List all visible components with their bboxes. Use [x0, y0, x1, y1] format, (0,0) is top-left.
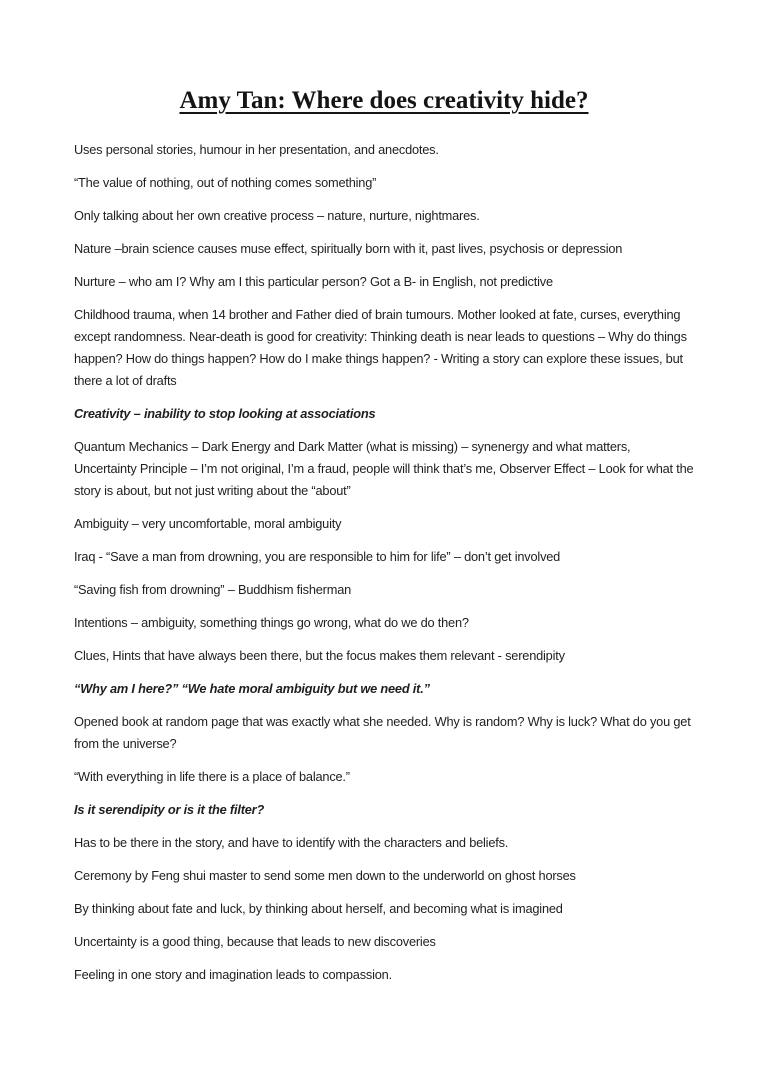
page-title: [0, 0, 768, 116]
note-paragraph: Childhood trauma, when 14 brother and Father died of brain tumours. Mother looked at fate, curses, everything except randomness. Near-death is good for creativity: Thinking death is near leads to questions – Why do things happen? How do things happen? How do I make things happen? - Writing a story can explore these issues, but there a lot of drafts: [74, 307, 687, 388]
note-paragraph: “With everything in life there is a place of balance.”: [74, 769, 350, 784]
note-paragraph: Intentions – ambiguity, something things go wrong, what do we do then?: [74, 615, 469, 630]
notes-body: [74, 139, 694, 986]
note-paragraph-emphasis: “Why am I here?” “We hate moral ambiguity but we need it.”: [74, 681, 430, 696]
note-paragraph: Nature –brain science causes muse effect, spiritually born with it, past lives, psychosis or depression: [74, 241, 623, 256]
note-paragraph: Only talking about her own creative process – nature, nurture, nightmares.: [74, 208, 480, 223]
note-paragraph: Ceremony by Feng shui master to send some men down to the underworld on ghost horses: [74, 868, 576, 883]
page-title-text: Amy Tan: Where does creativity hide?: [179, 87, 589, 114]
note-paragraph: Quantum Mechanics – Dark Energy and Dark Matter (what is missing) – synenergy and what matters, Uncertainty Principle – I’m not original, I’m a fraud, people will think that’s me, Observer Effect – Look for what the story is about, but not just writing about the “about”: [74, 439, 694, 498]
note-paragraph: Feeling in one story and imagination leads to compassion.: [74, 967, 392, 982]
note-paragraph: Nurture – who am I? Why am I this particular person? Got a B- in English, not predictive: [74, 274, 553, 289]
note-paragraph: “Saving fish from drowning” – Buddhism fisherman: [74, 582, 352, 597]
note-paragraph: Opened book at random page that was exactly what she needed. Why is random? Why is luck? What do you get from the universe?: [74, 714, 691, 751]
note-paragraph: Iraq - “Save a man from drowning, you are responsible to him for life” – don’t get involved: [74, 549, 561, 564]
note-paragraph: Clues, Hints that have always been there, but the focus makes them relevant - serendipity: [74, 648, 565, 663]
note-paragraph-emphasis: Creativity – inability to stop looking at associations: [74, 406, 376, 421]
note-paragraph-emphasis: Is it serendipity or is it the filter?: [74, 802, 265, 817]
note-paragraph: Uncertainty is a good thing, because that leads to new discoveries: [74, 934, 436, 949]
note-paragraph: By thinking about fate and luck, by thinking about herself, and becoming what is imagined: [74, 901, 563, 916]
note-paragraph: Has to be there in the story, and have to identify with the characters and beliefs.: [74, 835, 509, 850]
note-paragraph: Ambiguity – very uncomfortable, moral ambiguity: [74, 516, 342, 531]
note-paragraph: “The value of nothing, out of nothing comes something”: [74, 175, 377, 190]
note-paragraph: Uses personal stories, humour in her presentation, and anecdotes.: [74, 142, 439, 157]
